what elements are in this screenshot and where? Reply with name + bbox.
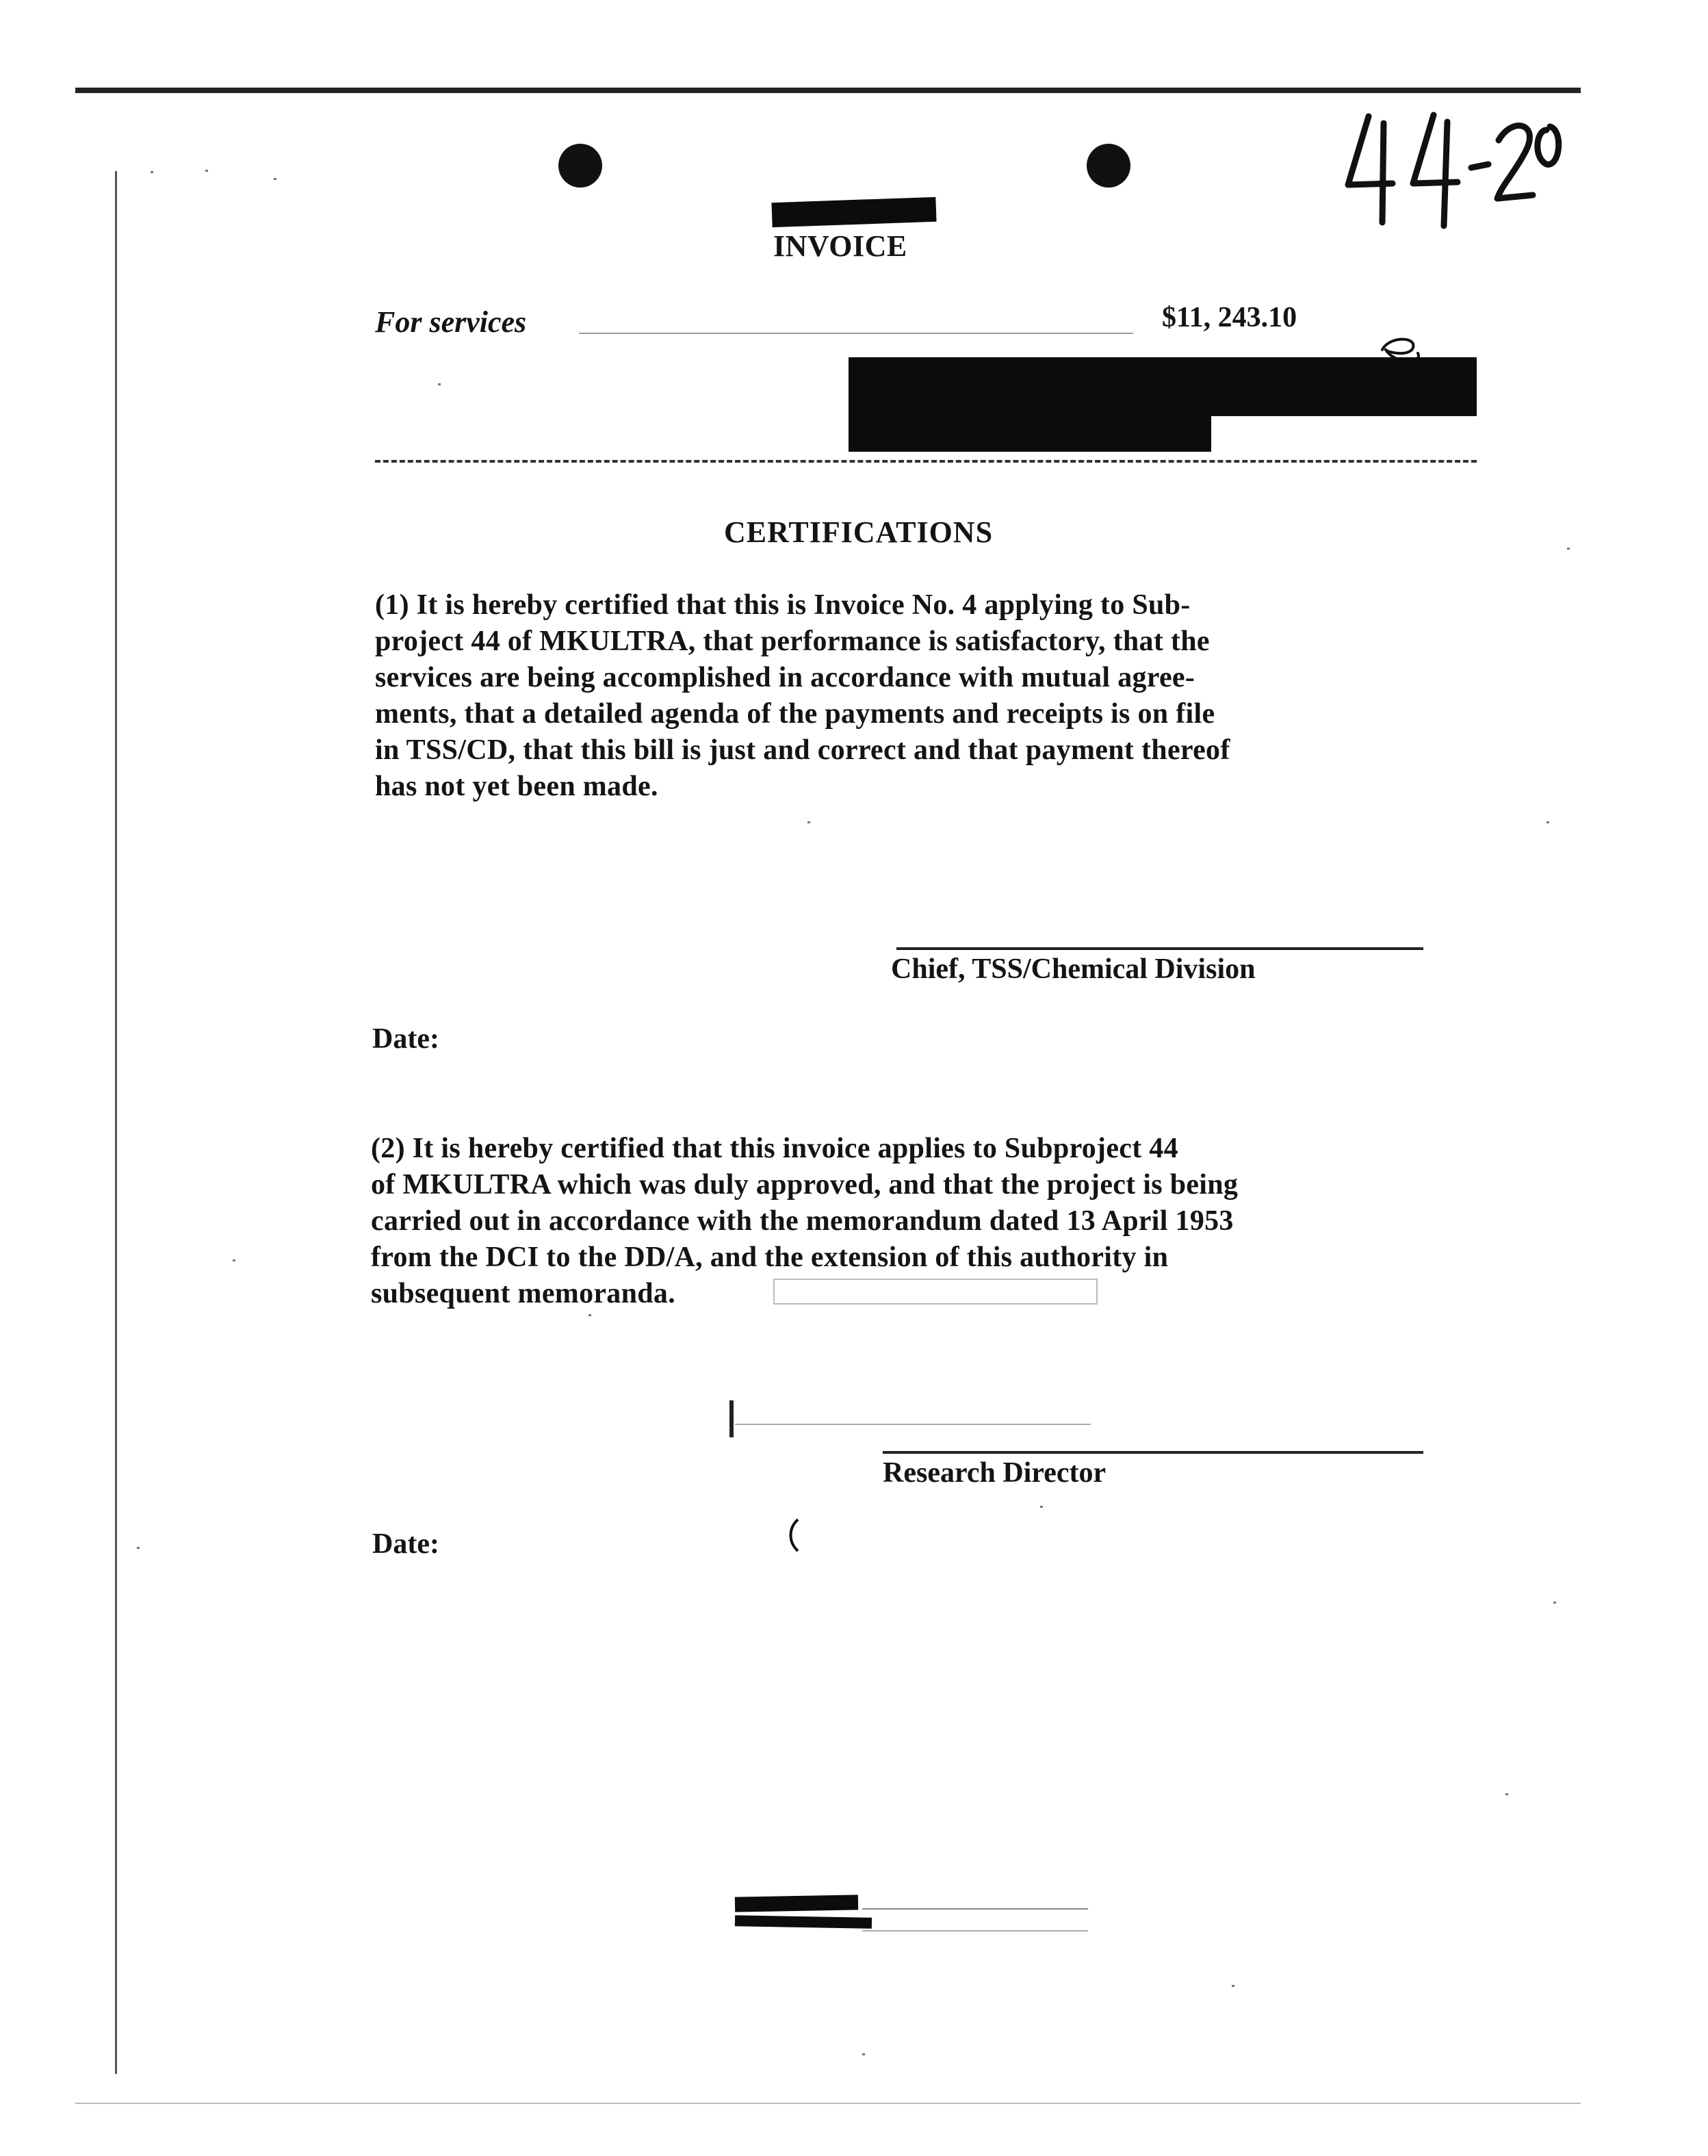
services-label: For services bbox=[375, 305, 527, 339]
date-1-label: Date: bbox=[372, 1023, 439, 1055]
redaction-above-title bbox=[771, 197, 936, 227]
scan-speck bbox=[274, 178, 276, 180]
redaction-block-main bbox=[849, 357, 1477, 416]
para2-line: of MKULTRA which was duly approved, and that the project is being bbox=[371, 1169, 1239, 1201]
scan-speck bbox=[862, 2053, 865, 2055]
scan-speck bbox=[137, 1547, 140, 1549]
para1-line: project 44 of MKULTRA, that performance is satisfactory, that the bbox=[375, 626, 1210, 657]
scan-speck bbox=[1547, 821, 1549, 823]
services-underline bbox=[579, 333, 1133, 334]
para2-line: (2) It is hereby certified that this invoice applies to Subproject 44 bbox=[371, 1133, 1178, 1164]
scan-speck bbox=[1553, 1602, 1556, 1604]
faint-box bbox=[773, 1279, 1098, 1305]
date-2-label: Date: bbox=[372, 1528, 439, 1560]
redaction-bottom bbox=[735, 1895, 858, 1912]
scan-speck bbox=[1232, 1985, 1234, 1987]
para2-line: subsequent memoranda. bbox=[371, 1278, 676, 1309]
para1-line: ments, that a detailed agenda of the payments and receipts is on file bbox=[375, 698, 1215, 730]
bottom-border-line bbox=[75, 2103, 1581, 2104]
certification-1-paragraph bbox=[375, 587, 1230, 805]
invoice-title: INVOICE bbox=[773, 229, 907, 263]
scan-speck bbox=[588, 1314, 591, 1316]
signature-line-2 bbox=[883, 1451, 1423, 1454]
left-margin-line bbox=[115, 171, 117, 2074]
para2-line: carried out in accordance with the memorandum dated 13 April 1953 bbox=[371, 1205, 1234, 1237]
top-border-line bbox=[75, 88, 1581, 93]
para1-line: (1) It is hereby certified that this is Invoice No. 4 applying to Sub- bbox=[375, 589, 1191, 621]
scan-speck bbox=[1505, 1793, 1508, 1795]
scan-speck bbox=[233, 1259, 235, 1261]
scan-speck bbox=[151, 171, 153, 173]
redaction-bottom-2 bbox=[735, 1915, 872, 1928]
faint-line-1 bbox=[735, 1424, 1091, 1425]
punch-hole-left bbox=[558, 144, 602, 188]
scan-speck bbox=[1567, 548, 1570, 550]
invoice-amount: $11, 243.10 bbox=[1162, 302, 1297, 333]
bracket-mark bbox=[787, 1518, 801, 1552]
certifications-heading: CERTIFICATIONS bbox=[724, 515, 994, 549]
signature-1-title: Chief, TSS/Chemical Division bbox=[891, 953, 1256, 985]
scan-speck bbox=[205, 170, 208, 172]
redaction-block-lower bbox=[849, 411, 1211, 452]
dashed-separator bbox=[375, 460, 1477, 463]
para1-line: services are being accomplished in accordance with mutual agree- bbox=[375, 662, 1195, 693]
scan-speck bbox=[438, 383, 441, 385]
para1-line: in TSS/CD, that this bill is just and correct and that payment thereof bbox=[375, 734, 1230, 766]
punch-hole-right bbox=[1087, 144, 1130, 188]
signature-2-title: Research Director bbox=[883, 1457, 1107, 1489]
scan-speck bbox=[807, 821, 810, 823]
margin-tick bbox=[729, 1400, 734, 1437]
para2-line: from the DCI to the DD/A, and the extension of this authority in bbox=[371, 1242, 1169, 1273]
faint-line-3 bbox=[862, 1930, 1088, 1932]
handwritten-document-number bbox=[1341, 103, 1567, 233]
para1-line: has not yet been made. bbox=[375, 771, 658, 802]
faint-line-2 bbox=[862, 1908, 1088, 1910]
scan-speck bbox=[1040, 1506, 1043, 1508]
signature-line-1 bbox=[896, 947, 1423, 950]
